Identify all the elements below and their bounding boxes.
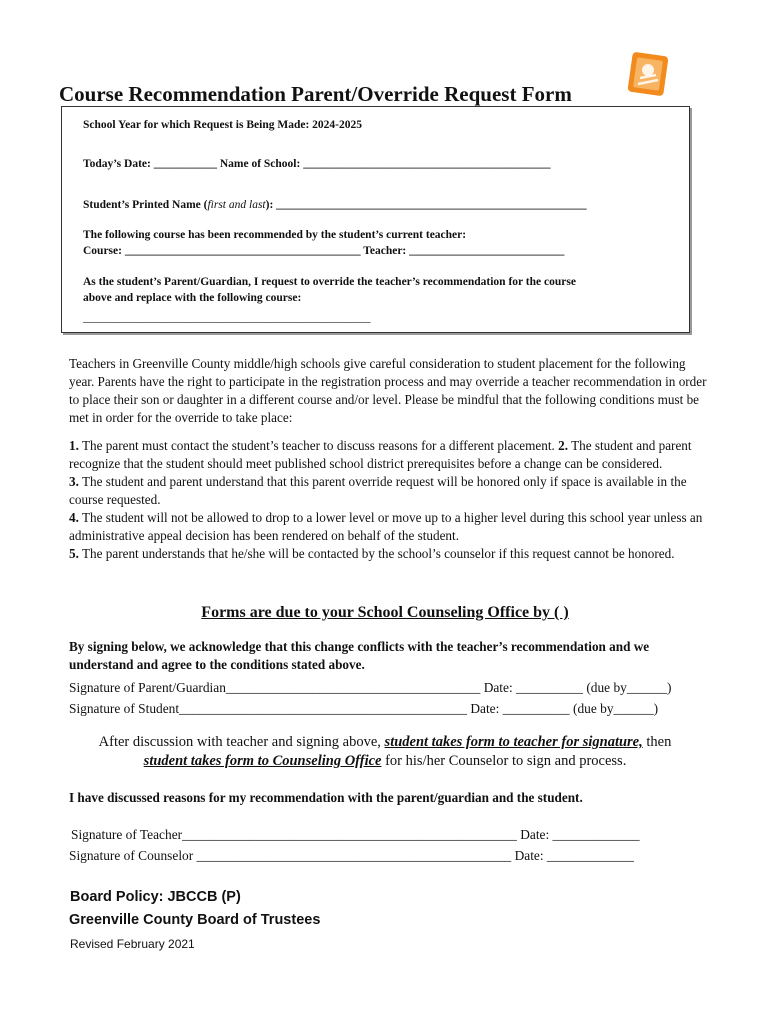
- condition-5: 5. The parent understands that he/she will be contacted by the school’s counselor if this request cannot be honored.: [69, 546, 675, 561]
- override-text-line-2: above and replace with the following course:: [83, 292, 302, 304]
- recommended-course-text: The following course has been recommended by the student’s current teacher:: [83, 229, 467, 241]
- revised-date: Revised February 2021: [70, 937, 195, 951]
- intro-paragraph: Teachers in Greenville County middle/high schools give careful consideration to student placement for the following year. Parents have the right to participate in the registration process and may override a teacher recommendation in order to place their son or daughter in a different course and/or level. Please be mindful that the following conditions must be met in order for the override to take place:: [69, 356, 707, 425]
- date-school-field[interactable]: Today’s Date: ___________ Name of School: ___________________________________________: [83, 158, 551, 170]
- student-signature-field[interactable]: Signature of Student___________________________________________ Date: __________ (due by______): [69, 701, 659, 716]
- board-policy: Board Policy: JBCCB (P): [70, 889, 241, 905]
- form-title: Course Recommendation Parent/Override Request Form: [59, 82, 572, 106]
- condition-1: 1. The parent must contact the student’s teacher to discuss reasons for a different placement.: [69, 438, 559, 453]
- student-name-field[interactable]: [83, 199, 587, 211]
- counselor-signature-field[interactable]: Signature of Counselor _______________________________________________ Date: _____________: [69, 848, 634, 863]
- district-logo-icon: [624, 50, 672, 98]
- condition-2: 2. The student and parent recognize that the student should meet published school district prerequisites before a change can be considered.: [69, 438, 692, 471]
- acknowledgement-text: By signing below, we acknowledge that this change conflicts with the teacher’s recommendation and we understand and agree to the conditions stated above.: [69, 639, 650, 672]
- student-name-label: Student’s Printed Name (: [83, 199, 208, 211]
- condition-4: 4. The student will not be allowed to drop to a lower level or move up to a higher level during this school year unless an administrative appeal decision has been rendered on behalf of the student.: [69, 510, 703, 543]
- counseling-office-instruction: student takes form to Counseling Office: [143, 753, 382, 769]
- after-discussion-line-1: After discussion with teacher and signing above, student takes form to teacher for signature, then: [98, 734, 672, 750]
- student-name-hint: first and last: [207, 199, 266, 211]
- discussed-statement: I have discussed reasons for my recommendation with the parent/guardian and the student.: [69, 790, 583, 805]
- condition-3: 3. The student and parent understand that this parent override request will be honored only if space is available in the course requested.: [69, 474, 687, 507]
- teacher-signature-field[interactable]: Signature of Teacher__________________________________________________ Date: _____________: [71, 827, 640, 842]
- school-year-line: School Year for which Request is Being Made: 2024-2025: [83, 119, 362, 131]
- replacement-course-field[interactable]: __________________________________________________: [83, 312, 371, 324]
- teacher-signature-instruction: student takes form to teacher for signature,: [384, 734, 643, 750]
- board-name: Greenville County Board of Trustees: [69, 912, 321, 928]
- after-discussion-line-2: student takes form to Counseling Office for his/her Counselor to sign and process.: [143, 753, 627, 769]
- due-heading: Forms are due to your School Counseling Office by ( ): [201, 604, 569, 621]
- override-text-line-1: As the student’s Parent/Guardian, I request to override the teacher’s recommendation for the course: [83, 276, 576, 288]
- student-name-blank: ): ______________________________________________________: [265, 199, 587, 211]
- parent-signature-field[interactable]: Signature of Parent/Guardian______________________________________ Date: __________ (due by______): [69, 680, 672, 695]
- conditions-list: [69, 437, 709, 563]
- course-teacher-field[interactable]: Course: _________________________________________ Teacher: ___________________________: [83, 245, 565, 257]
